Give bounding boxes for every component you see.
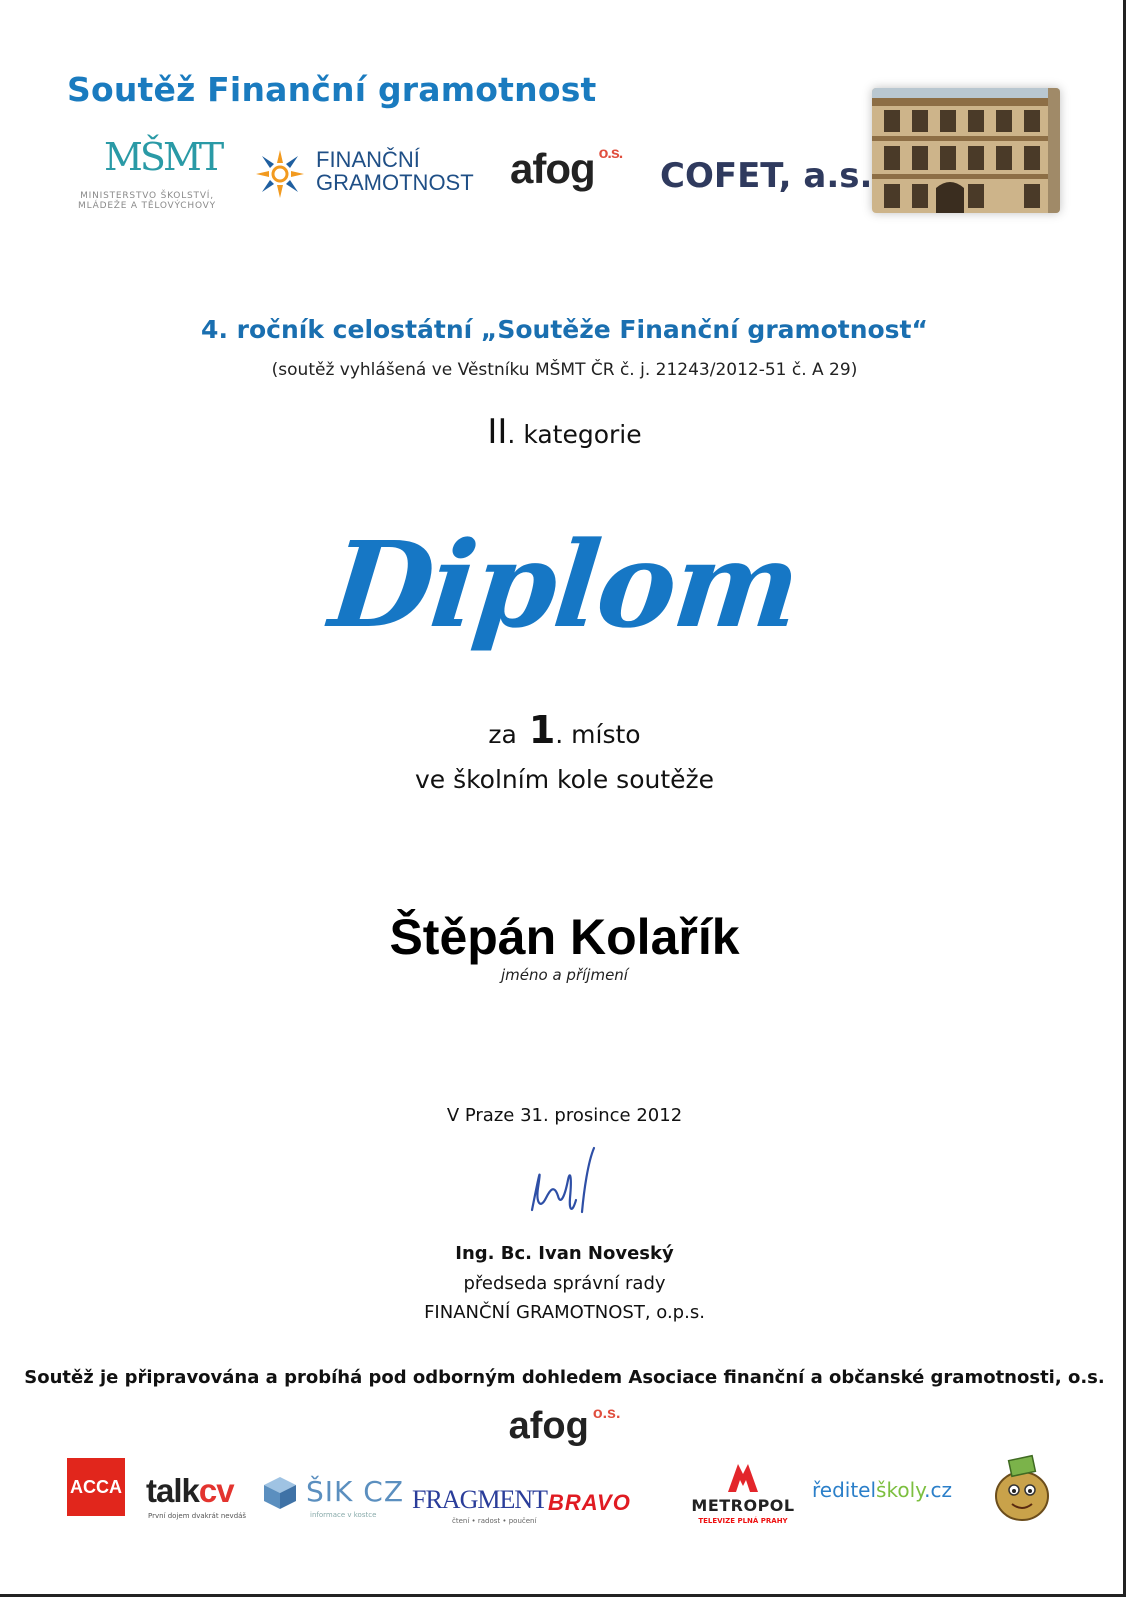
- afog-os: o.s.: [598, 145, 623, 162]
- talkcv-tagline: První dojem dvakrát nevdáš: [148, 1512, 247, 1520]
- msmt-mark: MŠMT: [104, 135, 222, 179]
- sikcz-tagline: informace v kostce: [310, 1511, 377, 1519]
- category-line: [0, 412, 1129, 452]
- reditelskoly-logo: [812, 1478, 952, 1502]
- fragment-logo: [412, 1485, 548, 1525]
- supervision-note: Soutěž je připravována a probíhá pod odborným dohledem Asociace finanční a občanské gramotnosti, o.s.: [24, 1367, 1105, 1388]
- signer-role: předseda správní rady: [463, 1273, 666, 1294]
- fg-line1: FINANČNÍ: [316, 147, 420, 172]
- reditelskoly-text: [812, 1478, 952, 1502]
- bravo-logo: BRAVO: [548, 1490, 631, 1515]
- talkcv-logo: [146, 1472, 247, 1520]
- fragment-tagline: čtení • radost • poučení: [452, 1517, 537, 1525]
- place-number: 1: [528, 708, 556, 752]
- metropol-text: METROPOL: [691, 1496, 795, 1515]
- sun-icon: [254, 148, 306, 200]
- skoly-part: školy: [876, 1478, 925, 1502]
- place-line: [0, 708, 1129, 752]
- metropol-m-icon: [688, 1458, 798, 1494]
- place-prefix: za: [488, 720, 517, 749]
- fragment-text: FRAGMENT: [412, 1485, 548, 1514]
- afog-logo-header: [510, 145, 622, 193]
- afog-footer-os: o.s.: [592, 1405, 621, 1422]
- reditel-part: ředitel: [812, 1478, 877, 1502]
- category-label: . kategorie: [507, 420, 642, 449]
- cv-text: cv: [198, 1472, 234, 1509]
- edition-heading: 4. ročník celostátní „Soutěže Finanční gramotnost“: [201, 315, 928, 344]
- acca-logo: ACCA: [67, 1458, 125, 1516]
- money-bag-mascot-icon: [990, 1452, 1054, 1522]
- date-line: V Praze 31. prosince 2012: [446, 1105, 683, 1126]
- cube-icon: [262, 1475, 298, 1511]
- round-line: ve školním kole soutěže: [414, 765, 715, 794]
- category-roman: II: [487, 412, 508, 452]
- building-illustration: [872, 88, 1060, 213]
- talk-text: talk: [146, 1472, 199, 1509]
- afog-text: afog: [510, 145, 595, 192]
- signer-organization: FINANČNÍ GRAMOTNOST, o.p.s.: [424, 1302, 705, 1323]
- metropol-logo: [688, 1458, 798, 1528]
- metropol-tagline: TELEVIZE PLNÁ PRAHY: [698, 1517, 788, 1525]
- fg-logo-text: [316, 148, 474, 194]
- cofet-logo: COFET, a.s.: [660, 156, 873, 196]
- afog-logo-footer: [0, 1405, 1129, 1448]
- fg-line2: GRAMOTNOST: [316, 170, 474, 195]
- building-photo: [872, 88, 1060, 213]
- sikcz-text: ŠIK CZ: [306, 1475, 405, 1508]
- msmt-caption-line2: MLÁDEŽE A TĚLOVÝCHOVY: [78, 201, 216, 211]
- msmt-caption: [62, 191, 232, 211]
- signer-name: Ing. Bc. Ivan Noveský: [455, 1243, 674, 1264]
- afog-footer-text: afog: [508, 1405, 589, 1447]
- place-suffix: . místo: [555, 720, 641, 749]
- recipient-name: Štěpán Kolařík: [389, 909, 740, 965]
- announcement-note: (soutěž vyhlášená ve Věstníku MŠMT ČR č. j. 21243/2012-51 č. A 29): [271, 360, 858, 380]
- cz-part: .cz: [924, 1478, 952, 1502]
- msmt-logo: [62, 135, 232, 215]
- financni-gramotnost-logo: [254, 148, 494, 198]
- handwritten-signature: [524, 1140, 614, 1230]
- recipient-caption: jméno a příjmení: [501, 966, 628, 984]
- competition-title: Soutěž Finanční gramotnost: [67, 70, 597, 109]
- diplom-heading: Diplom: [324, 515, 805, 654]
- msmt-caption-line1: MINISTERSTVO ŠKOLSTVÍ,: [80, 191, 214, 201]
